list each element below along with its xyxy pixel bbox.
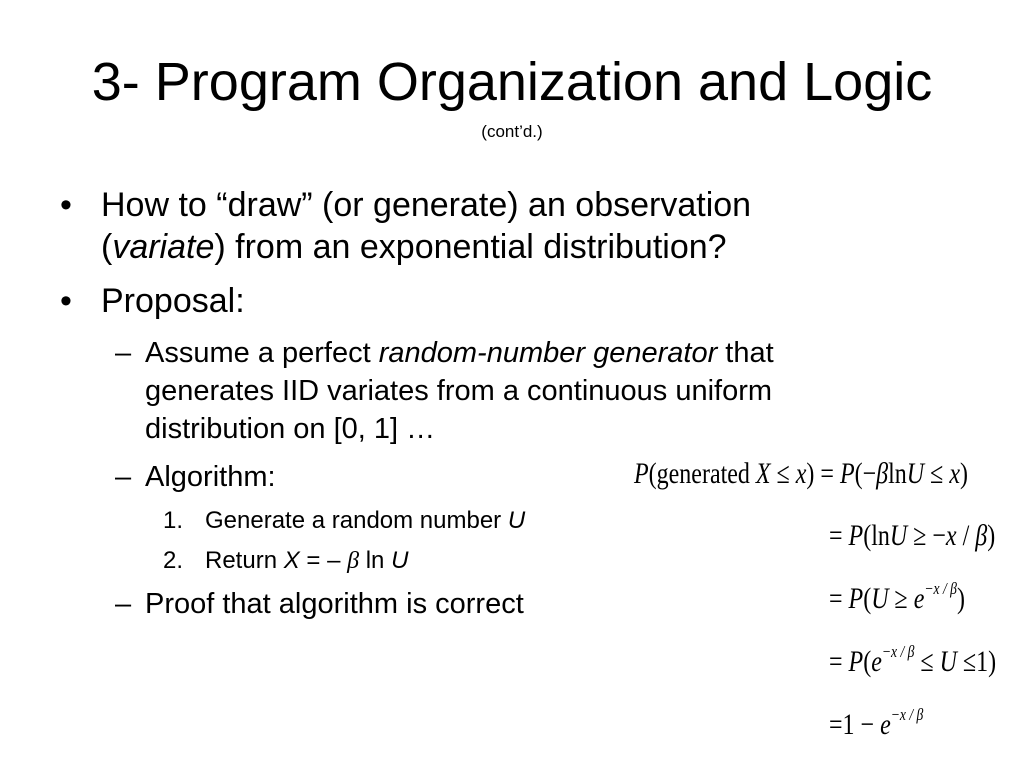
equals-minus: = – bbox=[299, 547, 348, 574]
sym-beta: β bbox=[876, 457, 889, 490]
sub-bullet-marker: – bbox=[115, 588, 132, 620]
sym-op: ( bbox=[863, 645, 872, 678]
sym-op: =1 − bbox=[829, 708, 881, 741]
proof-line-2 bbox=[829, 519, 995, 553]
sym-op: = bbox=[829, 645, 849, 678]
sym-op: ≥ bbox=[888, 582, 914, 615]
sym-op: ) bbox=[959, 457, 968, 490]
question-rest: ) from an exponential distribution? bbox=[214, 228, 727, 266]
sym-u: U bbox=[889, 519, 908, 552]
proof-line-3 bbox=[829, 579, 965, 616]
bullet-proposal: Proposal: bbox=[101, 282, 245, 320]
sub-bullet-assume-line3: distribution on [0, 1] … bbox=[145, 413, 436, 445]
sym-e: e bbox=[871, 645, 882, 678]
var-x: X bbox=[283, 547, 300, 574]
sym-op: / bbox=[956, 519, 976, 552]
sym-op: ) bbox=[987, 519, 996, 552]
sub-bullet-algorithm: Algorithm: bbox=[145, 461, 276, 493]
proof-line-4 bbox=[829, 642, 997, 679]
sym-op: ( bbox=[863, 582, 872, 615]
step-generate bbox=[205, 505, 525, 537]
sym-p: P bbox=[634, 457, 649, 490]
sym-p: P bbox=[839, 457, 855, 490]
slide-subtitle: (cont’d.) bbox=[481, 122, 543, 141]
sym-u: U bbox=[906, 457, 925, 490]
proof-line-5 bbox=[829, 705, 924, 742]
sym-x: x bbox=[795, 457, 807, 490]
sub-bullet-marker: – bbox=[115, 337, 132, 369]
step-return bbox=[205, 545, 408, 577]
sym-exponent: −x / β bbox=[881, 642, 915, 661]
step-return-text: Return bbox=[205, 547, 284, 574]
sym-u: U bbox=[939, 645, 957, 678]
sym-op: = bbox=[829, 582, 849, 615]
var-beta: β bbox=[347, 548, 360, 574]
sym-exponent: −x / β bbox=[890, 705, 924, 724]
sym-op: ≤1) bbox=[956, 645, 997, 678]
step-number: 2. bbox=[163, 547, 184, 574]
bullet-question-line1: How to “draw” (or generate) an observation bbox=[101, 186, 752, 224]
sym-op: ≤ bbox=[924, 457, 950, 490]
ln-text: ln bbox=[359, 547, 392, 574]
sym-p: P bbox=[848, 645, 864, 678]
sym-p: P bbox=[848, 582, 864, 615]
sym-op: (− bbox=[854, 457, 877, 490]
sym-text: (generated bbox=[648, 457, 756, 490]
bullet-marker: • bbox=[60, 282, 72, 320]
sub-bullet-assume-line2: generates IID variates from a continuous uniform bbox=[145, 375, 773, 407]
term-rng: random-number generator bbox=[378, 337, 718, 369]
sym-ln: (ln bbox=[863, 519, 890, 552]
proof-line-1 bbox=[634, 457, 968, 491]
sym-x: X bbox=[755, 457, 771, 490]
sym-e: e bbox=[880, 708, 891, 741]
slide-title: 3- Program Organization and Logic bbox=[91, 52, 933, 112]
sym-p: P bbox=[848, 519, 864, 552]
sym-exponent: −x / β bbox=[924, 579, 957, 598]
var-u: U bbox=[391, 547, 409, 574]
sym-op: = bbox=[829, 519, 849, 552]
sym-op: ≤ bbox=[914, 645, 940, 678]
assume-text: Assume a perfect bbox=[145, 337, 379, 369]
sym-op: ) = bbox=[806, 457, 840, 490]
step-number: 1. bbox=[163, 507, 184, 534]
bullet-question-line2 bbox=[101, 226, 727, 268]
sym-u: U bbox=[871, 582, 889, 615]
var-u: U bbox=[507, 507, 526, 534]
sym-op: ≥ − bbox=[907, 519, 946, 552]
sym-op: ≤ bbox=[770, 457, 796, 490]
paren-open: ( bbox=[101, 228, 113, 266]
sym-ln: ln bbox=[888, 457, 907, 490]
step-generate-text: Generate a random number bbox=[205, 507, 508, 534]
sym-op: ) bbox=[956, 582, 965, 615]
sym-beta: β bbox=[975, 519, 988, 552]
bullet-marker: • bbox=[60, 186, 72, 224]
sub-bullet-proof: Proof that algorithm is correct bbox=[145, 588, 524, 620]
sym-e: e bbox=[913, 582, 925, 615]
sym-x: x bbox=[949, 457, 960, 490]
term-variate: variate bbox=[112, 228, 215, 266]
sym-x: x bbox=[945, 519, 957, 552]
assume-that: that bbox=[717, 337, 774, 369]
sub-bullet-marker: – bbox=[115, 461, 132, 493]
sub-bullet-assume-line1 bbox=[145, 334, 774, 372]
